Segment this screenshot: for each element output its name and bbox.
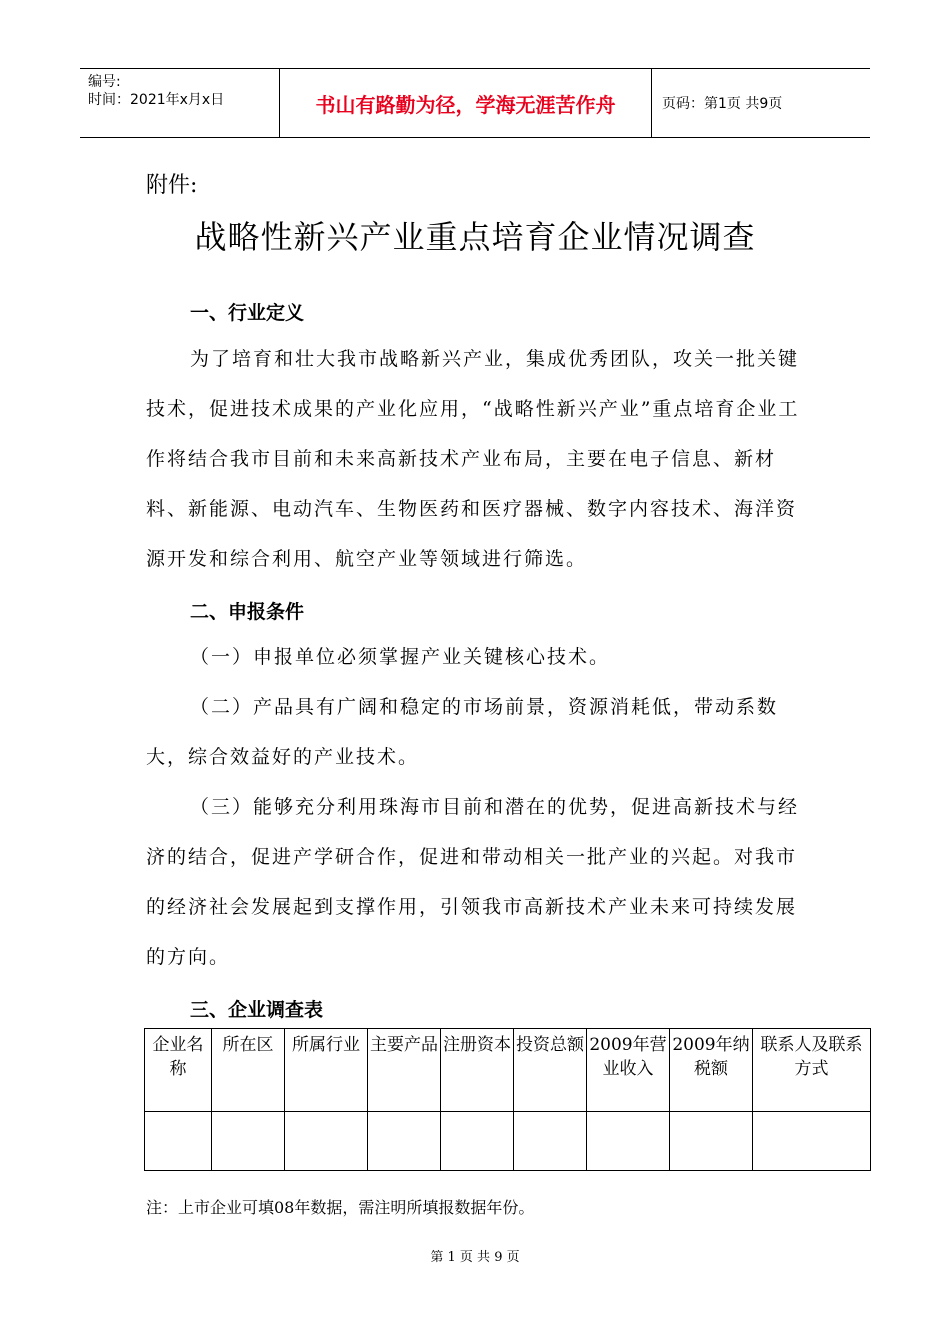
table-cell[interactable]: [212, 1112, 285, 1171]
table-cell[interactable]: [441, 1112, 514, 1171]
header-enterprise-name: 企业名称: [145, 1029, 212, 1112]
header-2009-revenue: 2009年营业收入: [587, 1029, 670, 1112]
condition-item-3: （三）能够充分利用珠海市目前和潜在的优势，促进高新技术与经济的结合，促进产学研合作，促进和带动相关一批产业的兴起。对我市的经济社会发展起到支撑作用，引领我市高新技术产业未来可持续发展的方向。: [146, 796, 800, 968]
number-label: 编号:: [88, 74, 121, 90]
condition-item-1: （一）申报单位必须掌握产业关键核心技术。: [190, 646, 611, 668]
table-cell[interactable]: [670, 1112, 753, 1171]
attachment-label: 附件:: [146, 173, 198, 198]
header-contact: 联系人及联系方式: [753, 1029, 871, 1112]
document-title: 战略性新兴产业重点培育企业情况调查: [194, 218, 756, 256]
table-cell[interactable]: [368, 1112, 441, 1171]
section-2-heading: 二、申报条件: [190, 601, 305, 623]
page-footer: 第 1 页 共 9 页: [430, 1250, 520, 1265]
table-header-row: [145, 1029, 871, 1112]
header-total-investment: 投资总额: [514, 1029, 587, 1112]
table-cell[interactable]: [514, 1112, 587, 1171]
condition-item-2: （二）产品具有广阔和稳定的市场前景，资源消耗低，带动系数大，综合效益好的产业技术。: [146, 696, 779, 768]
table-cell[interactable]: [587, 1112, 670, 1171]
header-main-product: 主要产品: [368, 1029, 441, 1112]
header-registered-capital: 注册资本: [441, 1029, 514, 1112]
section-3-heading: 三、企业调查表: [190, 999, 324, 1021]
table-cell[interactable]: [145, 1112, 212, 1171]
header-meta: [80, 69, 280, 137]
section-1-heading: 一、行业定义: [190, 302, 305, 324]
table-cell[interactable]: [285, 1112, 368, 1171]
header-2009-tax: 2009年纳税额: [670, 1029, 753, 1112]
section-1-paragraph: 为了培育和壮大我市战略新兴产业，集成优秀团队，攻关一批关键技术，促进技术成果的产业化应用，“战略性新兴产业”重点培育企业工作将结合我市目前和未来高新技术产业布局，主要在电子信息、新材料、新能源、电动汽车、生物医药和医疗器械、数字内容技术、海洋资源开发和综合利用、航空产业等领域进行筛选。: [146, 348, 800, 570]
enterprise-survey-table: [144, 1028, 871, 1171]
header-page-info: 页码：第1页 共9页: [662, 96, 783, 112]
document-header: [80, 68, 870, 138]
table-row: [145, 1112, 871, 1171]
table-note: 注：上市企业可填08年数据，需注明所填报数据年份。: [146, 1198, 535, 1217]
header-district: 所在区: [212, 1029, 285, 1112]
table-cell[interactable]: [753, 1112, 871, 1171]
header-motto: 书山有路勤为径，学海无涯苦作舟: [280, 69, 652, 137]
time-label: 时间：2021年x月x日: [88, 92, 225, 108]
header-industry: 所属行业: [285, 1029, 368, 1112]
